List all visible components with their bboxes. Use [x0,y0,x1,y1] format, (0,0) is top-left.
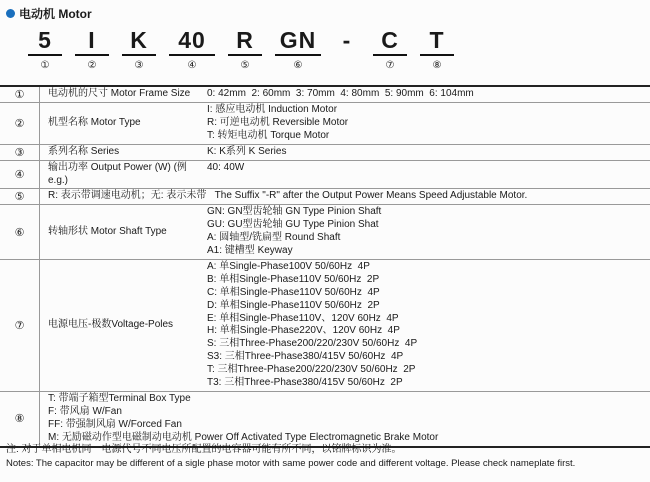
row-value-line: FF: 带强制风扇 W/Forced Fan [48,418,182,430]
code-circle-number: ① [40,60,50,71]
table-row-output-power [0,160,650,189]
row-value-line: I: 感应电动机 Induction Motor [207,104,338,115]
note-chinese: 注: 对于单相电机同一电源代号不同电压所配置的电容器可能有所不同，以铭牌标识为准。 [6,444,402,455]
row-number: ⑤ [0,189,40,204]
row-label: 电动机的尺寸 Motor Frame Size [48,88,191,100]
row-label: 输出功率 Output Power (W) (例 e.g.) [48,161,187,186]
spec-table [0,85,650,448]
code-circle-number: ③ [134,60,144,71]
row-value-line: 0: 42mm 2: 60mm 3: 70mm 4: 80mm 5: 90mm 6: 104mm [207,88,474,99]
row-value-line: A: 圆轴型/铣扁型 Round Shaft [207,232,341,244]
row-merged-content [40,392,650,446]
code-char: I [88,27,96,53]
row-value-line: T: 带端子箱型Terminal Box Type [48,393,191,404]
row-number: ⑥ [0,205,40,259]
row-value-line: A: 单Single-Phase100V 50/60Hz 4P [207,260,370,272]
row-value-line: F: 带风扇 W/Fan [48,405,122,417]
row-merged-content [40,189,650,204]
code-char: 40 [178,27,206,53]
code-circle-number: ⑤ [240,60,250,71]
row-number: ① [0,87,40,102]
code-segment-dash [334,27,360,72]
code-char: 5 [38,27,52,53]
code-segment-frame-size [28,27,62,72]
code-char: GN [279,27,317,53]
row-value-line: A1: 键槽型 Keyway [207,245,293,257]
code-char: C [381,27,399,53]
row-value-line: S3: 三相Three-Phase380/415V 50/60Hz 4P [207,351,404,363]
code-segment-motor-type [75,27,109,72]
row-value-line: T3: 三相Three-Phase380/415V 50/60Hz 2P [207,377,403,389]
table-row-shaft-type [0,204,650,259]
row-label: 机型名称 Motor Type [48,116,141,128]
row-values [203,87,650,102]
code-segment-speed-adjustable [228,27,262,72]
code-segment-output-power [169,27,215,72]
section-header [6,5,92,22]
row-value-line: C: 单相Single-Phase110V 50/60Hz 4P [207,286,380,298]
row-number: ⑦ [0,260,40,391]
table-row-speed-adjustable [0,188,650,204]
code-segment-series [122,27,156,72]
row-value-line: D: 单相Single-Phase110V 50/60Hz 2P [207,299,380,311]
code-char: R [236,27,254,53]
blue-bullet-icon [6,9,15,18]
row-value-line: E: 单相Single-Phase110V、120V 60Hz 4P [207,312,399,324]
row-label: 转轴形状 Motor Shaft Type [48,225,167,237]
row-label: 电源电压-极数Voltage-Poles [48,319,174,331]
code-underline [169,54,215,56]
row-number: ④ [0,161,40,189]
code-circle-number: ② [87,60,97,71]
code-underline [275,54,321,56]
row-value-line: GN: GN型齿轮轴 GN Type Pinion Shaft [207,206,382,218]
row-value-line: T: 三相Three-Phase200/220/230V 50/60Hz 2P [207,364,416,376]
code-underline [75,54,109,56]
model-code [28,27,467,72]
row-label: 系列名称 Series [48,145,120,157]
code-char: T [429,27,445,53]
code-segment-voltage [373,27,407,72]
row-value-line: R: 表示带调速电动机；无: 表示未带 The Suffix "-R" after the Output Power Means Speed Adjustable Motor. [48,190,528,202]
code-underline [334,54,360,56]
code-segment-shaft-type [275,27,321,72]
row-value-line: B: 单相Single-Phase110V 50/60Hz 2P [207,273,380,285]
row-values [203,145,650,160]
row-value-line: 40: 40W [207,161,245,173]
table-row-voltage-poles [0,259,650,391]
table-row-options [0,391,650,446]
footnotes [6,443,646,470]
row-number: ⑧ [0,392,40,446]
code-underline [373,54,407,56]
code-underline [420,54,454,56]
code-circle-number: ④ [187,60,197,71]
code-char: - [342,27,352,53]
code-underline [228,54,262,56]
code-underline [28,54,62,56]
row-value-line: H: 单相Single-Phase220V、120V 60Hz 4P [207,325,400,337]
note-english: Notes: The capacitor may be different of a sigle phase motor with same power code and different voltage. Please check nameplate first. [6,458,576,469]
row-values [203,205,650,259]
row-value-line: T: 转矩电动机 Torque Motor [207,129,330,141]
code-circle-number: ⑥ [293,60,303,71]
table-row-motor-type [0,102,650,144]
page-title: 电动机 Motor [19,7,92,21]
row-value-line: GU: GU型齿轮轴 GU Type Pinion Shat [207,219,379,231]
row-values [203,161,650,189]
code-circle-number: ⑦ [385,60,395,71]
code-underline [122,54,156,56]
row-value-line: K: K系列 K Series [207,145,287,157]
row-value-line: S: 三相Three-Phase200/220/230V 50/60Hz 4P [207,338,418,350]
row-number: ③ [0,145,40,160]
row-values [203,260,650,391]
code-circle-number: ⑧ [432,60,442,71]
table-row-frame-size [0,87,650,102]
table-row-series [0,144,650,160]
code-segment-option [420,27,454,72]
row-value-line: R: 可逆电动机 Reversible Motor [207,116,349,128]
row-values [203,103,650,144]
row-number: ② [0,103,40,144]
code-char: K [130,27,148,53]
row-value-line: M: 无励磁动作型电磁制动电动机 Power Off Activated Type Electromagnetic Brake Motor [48,431,439,443]
